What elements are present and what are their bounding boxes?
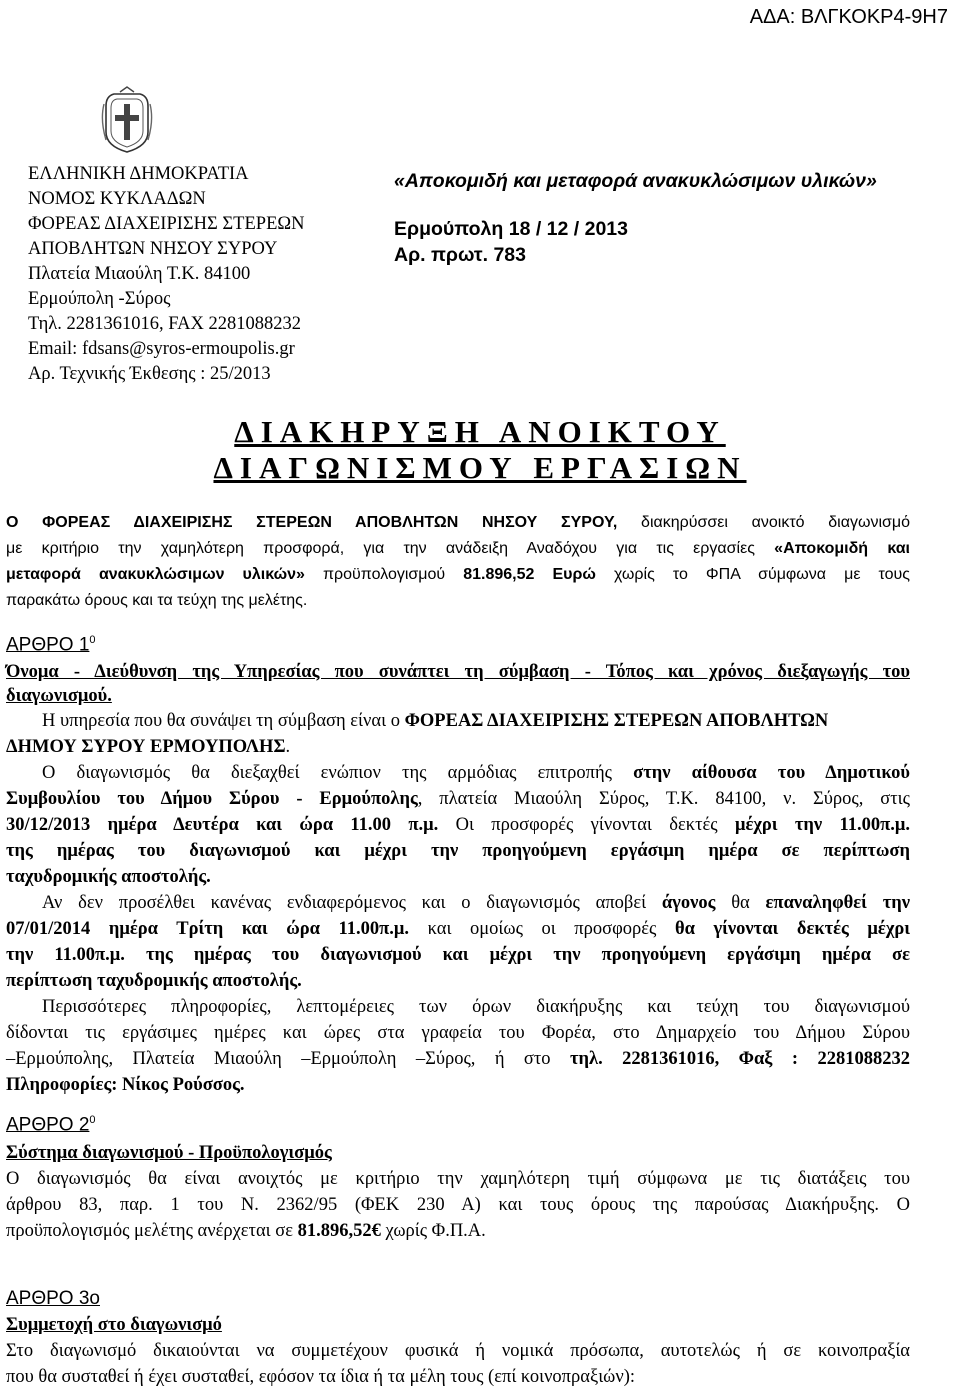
title-line-1: ΔΙΑΚΗΡΥΞΗ ΑΝΟΙΚΤΟΥ: [234, 414, 726, 449]
sender-email: Email: fdsans@syros-ermoupolis.gr: [28, 339, 295, 359]
intro-subject: «Αποκομιδή και: [774, 540, 910, 557]
body-text: Αν δεν προσέλθει κανένας ενδιαφερόμενος και ο διαγωνισμός αποβεί: [42, 893, 662, 913]
article-2-sup: 0: [89, 1114, 96, 1126]
intro-text: χωρίς το ΦΠΑ σύμφωνα με τους: [595, 566, 911, 583]
body-text: Οι προσφορές γίνονται δεκτές: [438, 815, 735, 835]
body-bold: επαναληφθεί την: [765, 893, 910, 913]
intro-text: με κριτήριο την χαμηλότερη προσφορά, για την ανάδειξη Αναδόχου για τις εργασίες: [6, 540, 775, 557]
intro-paragraph: [6, 510, 910, 614]
intro-budget: 81.896,52 Ευρώ: [463, 566, 596, 583]
header-right: [394, 168, 877, 268]
body-bold: περίπτωση ταχυδρομικής αποστολής.: [6, 971, 302, 991]
article-3-label: ΑΡΘΡΟ 3ο: [6, 1288, 100, 1309]
body-text: Περισσότερες πληροφορίες, λεπτομέρειες των όρων διακήρυξης και τεύχη του διαγωνισμού: [42, 997, 910, 1017]
ada-code: ΑΔΑ: ΒΛΓΚΟΚΡ4-9Η7: [749, 6, 948, 28]
body-text: θα: [715, 893, 766, 913]
body-text: δίδονται τις εργάσιμες ημέρες και ώρες στα γραφεία του Φορέα, στο Δημαρχείο του Δήμου Σύρου: [6, 1023, 910, 1043]
body-text: –Ερμούπολης, Πλατεία Μιαούλη –Ερμούπολη –Σύρος, ή στο: [6, 1049, 570, 1069]
sender-line: ΑΠΟΒΛΗΤΩΝ ΝΗΣΟΥ ΣΥΡΟΥ: [28, 239, 278, 259]
body-bold: Πληροφορίες: Νίκος Ρούσσος.: [6, 1075, 245, 1095]
city-date: Ερμούπολη 18 / 12 / 2013: [394, 218, 628, 240]
sender-block: [28, 162, 304, 387]
intro-text: διακηρύσσει ανοικτό διαγωνισμό: [617, 514, 910, 531]
article-1-heading: [6, 660, 910, 708]
article-1-heading-line: διαγωνισμού.: [6, 686, 112, 706]
body-text: χωρίς Φ.Π.Α.: [380, 1221, 486, 1241]
body-text: Στο διαγωνισμό δικαιούνται να συμμετέχουν φυσικά ή νομικά πρόσωπα, αυτοτελώς ή σε κοινοπραξία: [6, 1341, 910, 1361]
protocol-number: Αρ. πρωτ. 783: [394, 244, 526, 266]
sender-line: ΝΟΜΟΣ ΚΥΚΛΑΔΩΝ: [28, 189, 206, 209]
intro-text: προϋπολογισμού: [304, 566, 464, 583]
body-bold: μέχρι την 11.00π.μ.: [734, 815, 910, 835]
intro-text: παρακάτω όρους και τα τεύχη της μελέτης.: [6, 592, 308, 609]
article-1-label: ΑΡΘΡΟ $1^0$: [6, 634, 96, 656]
greek-coat-of-arms-emblem-icon: [100, 86, 154, 154]
article-3-body: [6, 1312, 910, 1390]
body-bold: Συμβουλίου του Δήμου Σύρου - Ερμούπολης: [6, 789, 418, 809]
sender-line: Πλατεία Μιαούλη Τ.Κ. 84100: [28, 264, 251, 284]
body-bold: τηλ. 2281361016, Φαξ : 2281088232: [569, 1049, 910, 1069]
body-bold: στην αίθουσα του Δημοτικού: [633, 763, 911, 783]
body-bold: 07/01/2014 ημέρα Τρίτη και ώρα 11.00π.μ.: [6, 919, 410, 939]
article-2-heading: Σύστημα διαγωνισμού - Προϋπολογισμός: [6, 1143, 332, 1163]
body-bold: ταχυδρομικής αποστολής.: [6, 867, 211, 887]
intro-org-name: Ο ΦΟΡΕΑΣ ΔΙΑΧΕΙΡΙΣΗΣ ΣΤΕΡΕΩΝ ΑΠΟΒΛΗΤΩΝ ΝΗΣΟΥ ΣΥΡΟΥ,: [6, 514, 618, 531]
body-text: άρθρου 83, παρ. 1 του Ν. 2362/95 (ΦΕΚ 230 Α) και τους όρους της παρούσας Διακήρυξης. Ο: [6, 1195, 910, 1215]
body-text: Η υπηρεσία που θα συνάψει τη σύμβαση είναι ο: [42, 711, 405, 731]
body-text: προϋπολογισμός μελέτης ανέρχεται σε: [6, 1221, 298, 1241]
body-text: , πλατεία Μιαούλη Σύρος, Τ.Κ. 84100, ν. Σύρος, στις: [417, 789, 910, 809]
body-bold: ΦΟΡΕΑΣ ΔΙΑΧΕΙΡΙΣΗΣ ΣΤΕΡΕΩΝ ΑΠΟΒΛΗΤΩΝ: [404, 711, 829, 731]
body-bold: άγονος: [661, 893, 716, 913]
article-1-sup: 0: [89, 634, 96, 646]
body-bold: ΔΗΜΟΥ ΣΥΡΟΥ ΕΡΜΟΥΠΟΛΗΣ: [6, 737, 286, 757]
article-1-heading-line: Όνομα - Διεύθυνση της Υπηρεσίας που συνάπτει τη σύμβαση - Τόπος και χρόνος διεξαγωγής του: [6, 662, 910, 682]
article-2-body: [6, 1140, 910, 1244]
article-3-heading: Συμμετοχή στο διαγωνισμό: [6, 1315, 222, 1335]
sender-line: ΦΟΡΕΑΣ ΔΙΑΧΕΙΡΙΣΗΣ ΣΤΕΡΕΩΝ: [28, 214, 305, 234]
sender-line: Ερμούπολη -Σύρος: [28, 289, 171, 309]
body-bold: 81.896,52€: [297, 1221, 381, 1241]
intro-subject: μεταφορά ανακυκλώσιμων υλικών»: [6, 566, 305, 583]
sender-line: Αρ. Τεχνικής Έκθεσης : 25/2013: [28, 364, 271, 384]
body-bold: 30/12/2013 ημέρα Δευτέρα και ώρα 11.00 π.μ.: [6, 815, 439, 835]
body-bold: θα γίνονται δεκτές μέχρι: [674, 919, 911, 939]
body-bold: της ημέρας του διαγωνισμού και μέχρι την προηγούμενη εργάσιμη ημέρα σε περίπτωση: [6, 841, 910, 861]
sender-line: Τηλ. 2281361016, FAX 2281088232: [28, 314, 302, 334]
body-text: που θα συσταθεί ή έχει συσταθεί, εφόσον τα ίδια ή τα μέλη τους (επί κοινοπραξιών):: [6, 1367, 636, 1387]
body-bold: την 11.00π.μ. της ημέρας του διαγωνισμού και μέχρι την προηγούμενη εργάσιμη ημέρα σε: [6, 945, 910, 965]
title-line-2: ΔΙΑΓΩΝΙΣΜΟΥ ΕΡΓΑΣΙΩΝ: [213, 450, 747, 485]
article-1-body: [6, 708, 910, 1098]
subject-line: «Αποκομιδή και μεταφορά ανακυκλώσιμων υλικών»: [394, 170, 877, 192]
body-text: Ο διαγωνισμός θα είναι ανοιχτός με κριτήριο την χαμηλότερη τιμή σύμφωνα με τις διατάξεις του: [6, 1169, 910, 1189]
body-text: .: [285, 737, 291, 757]
body-text: Ο διαγωνισμός θα διεξαχθεί ενώπιον της αρμόδιας επιτροπής: [42, 763, 634, 783]
body-text: και ομοίως οι προσφορές: [409, 919, 675, 939]
article-2-label: ΑΡΘΡΟ $2^0$: [6, 1114, 96, 1136]
sender-line: ΕΛΛΗΝΙΚΗ ΔΗΜΟΚΡΑΤΙΑ: [28, 164, 249, 184]
